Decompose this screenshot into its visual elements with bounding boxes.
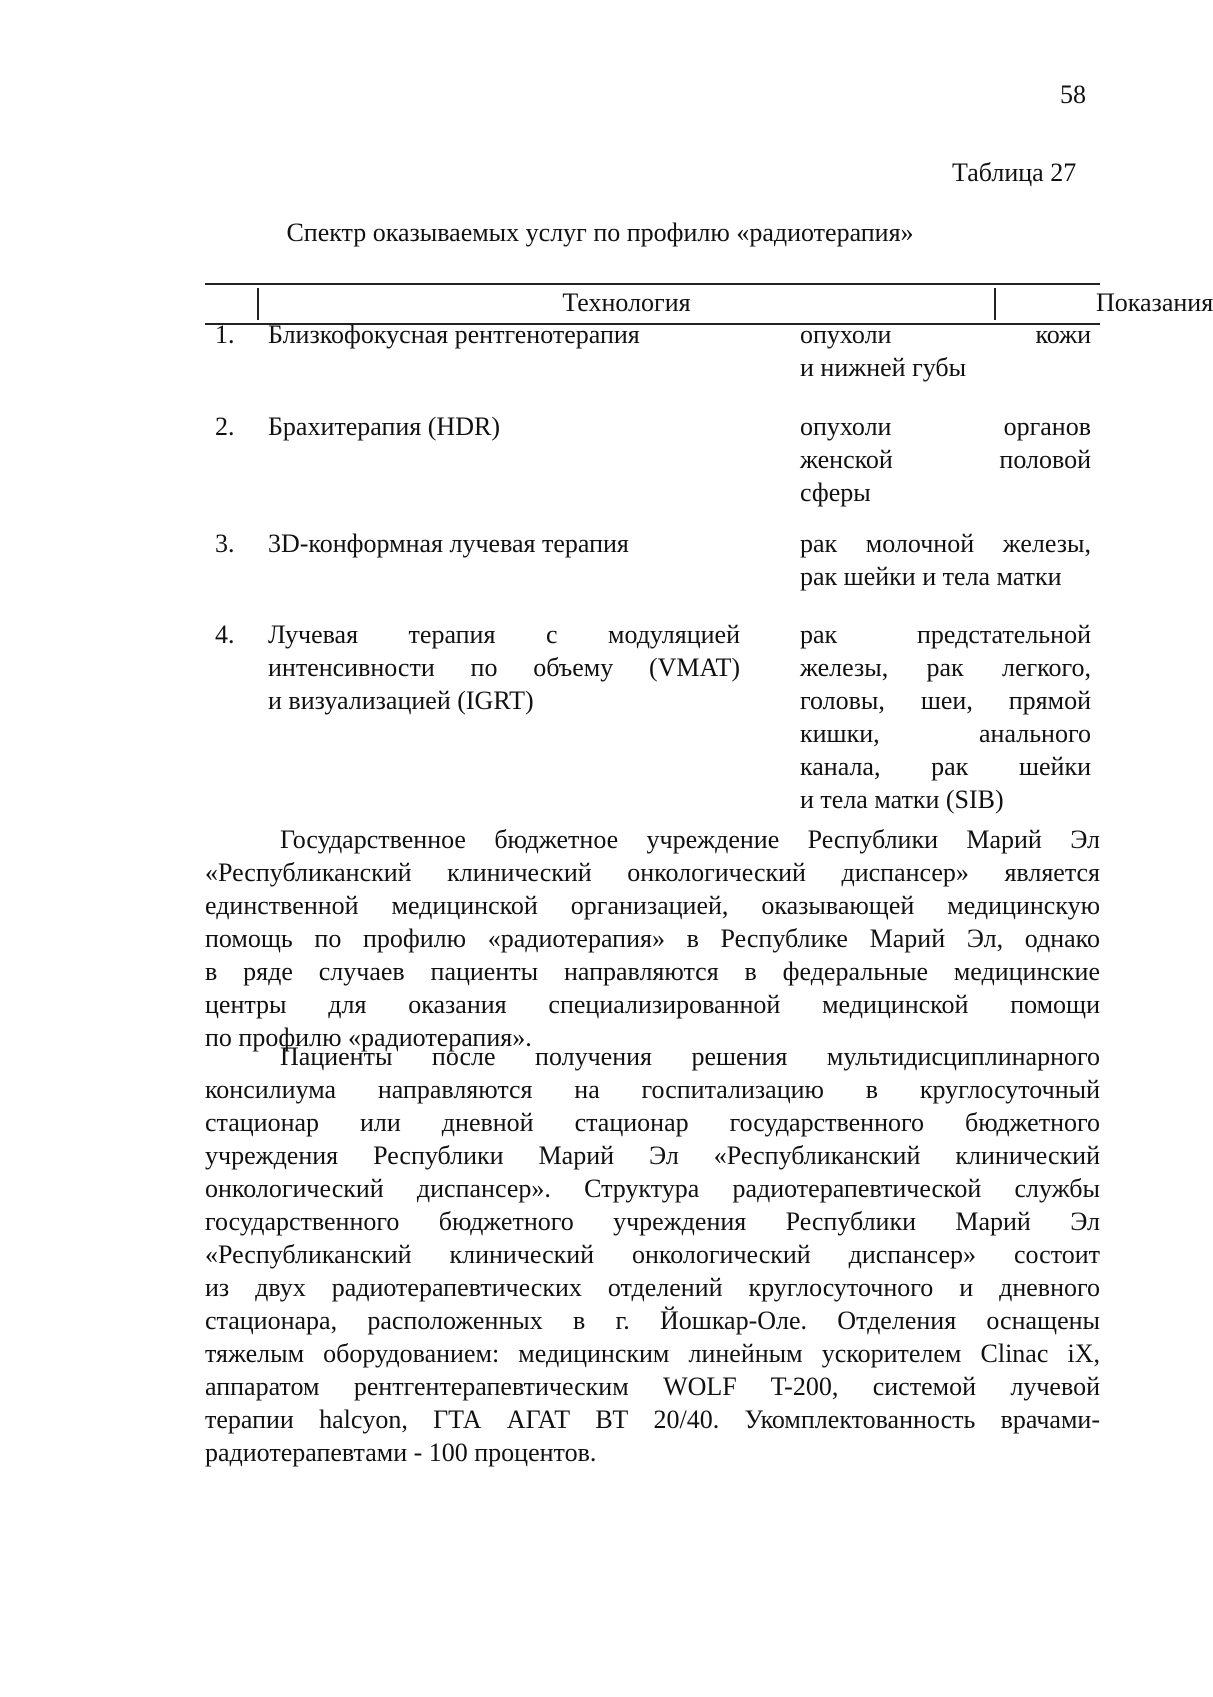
table-label: Таблица 27 xyxy=(952,158,1077,187)
paragraph xyxy=(205,823,1100,1054)
indication-line: железы, рак легкого, xyxy=(800,653,1091,682)
paragraph-line: консилиума направляются на госпитализацию в круглосуточный xyxy=(205,1075,1100,1104)
row-indications xyxy=(800,618,1091,816)
paragraph-line: онкологический диспансер». Структура радиотерапевтической службы xyxy=(205,1174,1100,1203)
row-indications xyxy=(800,410,1091,509)
row-number: 4. xyxy=(215,620,235,649)
indication-line: головы, шеи, прямой xyxy=(800,686,1091,715)
page-number: 58 xyxy=(1060,80,1086,109)
technology-line: Лучевая терапия с модуляцией xyxy=(268,620,740,649)
row-technology xyxy=(268,618,740,717)
paragraph-line: стационар или дневной стационар государственного бюджетного xyxy=(205,1108,1100,1137)
technology-line: Близкофокусная рентгенотерапия xyxy=(268,320,640,349)
indication-line: опухоли кожи xyxy=(800,320,1091,349)
row-number: 2. xyxy=(215,412,235,441)
paragraph-line: «Республиканский клинический онкологический диспансер» состоит xyxy=(205,1240,1100,1269)
technology-line: Брахитерапия (HDR) xyxy=(268,412,500,441)
paragraph-line: единственной медицинской организацией, оказывающей медицинскую xyxy=(205,891,1100,920)
paragraph xyxy=(205,1040,1100,1469)
paragraph-line: в ряде случаев пациенты направляются в федеральные медицинские xyxy=(205,957,1100,986)
paragraph-line: государственного бюджетного учреждения Республики Марий Эл xyxy=(205,1207,1100,1236)
indication-line: кишки, анального xyxy=(800,719,1091,748)
indication-line: рак шейки и тела матки xyxy=(800,562,1062,591)
indication-line: рак предстательной xyxy=(800,620,1091,649)
technology-line: интенсивности по объему (VMAT) xyxy=(268,653,740,682)
paragraph-line: терапии halcyon, ГТА АГАТ ВТ 20/40. Укомплектованность врачами- xyxy=(205,1405,1100,1434)
row-indications xyxy=(800,318,1091,384)
indication-line: женской половой xyxy=(800,445,1091,474)
paragraph-line: «Республиканский клинический онкологический диспансер» является xyxy=(205,858,1100,887)
row-number: 3. xyxy=(215,529,235,558)
paragraph-line: из двух радиотерапевтических отделений круглосуточного и дневного xyxy=(205,1273,1100,1302)
header-indications xyxy=(996,288,1213,320)
technology-line: и визуализацией (IGRT) xyxy=(268,686,534,715)
paragraph-line: аппаратом рентгентерапевтическим WOLF T-200, системой лучевой xyxy=(205,1372,1100,1401)
technology-line: 3D-конформная лучевая терапия xyxy=(268,529,629,558)
table-title: Спектр оказываемых услуг по профилю «радиотерапия» xyxy=(286,218,914,247)
row-indications xyxy=(800,527,1091,593)
indication-line: сферы xyxy=(800,478,871,507)
indication-line: опухоли органов xyxy=(800,412,1091,441)
indication-line: канала, рак шейки xyxy=(800,752,1091,781)
header-indications-label: Показания xyxy=(1096,288,1213,317)
paragraph-line: стационара, расположенных в г. Йошкар-Оле. Отделения оснащены xyxy=(205,1306,1100,1335)
indication-line: рак молочной железы, xyxy=(800,529,1091,558)
paragraph-line: помощь по профилю «радиотерапия» в Республике Марий Эл, однако xyxy=(205,924,1100,953)
paragraph-line: Государственное бюджетное учреждение Республики Марий Эл xyxy=(280,825,1100,854)
paragraph-line: учреждения Республики Марий Эл «Республиканский клинический xyxy=(205,1141,1100,1170)
paragraph-line: по профилю «радиотерапия». xyxy=(205,1023,532,1052)
indication-line: и тела матки (SIB) xyxy=(800,785,1004,814)
paragraph-line: радиотерапевтами - 100 процентов. xyxy=(205,1438,597,1467)
paragraph-line: центры для оказания специализированной медицинской помощи xyxy=(205,990,1100,1019)
header-technology: Технология xyxy=(259,288,996,320)
paragraph-line: тяжелым оборудованием: медицинским линейным ускорителем Clinac iX, xyxy=(205,1339,1100,1368)
row-number: 1. xyxy=(215,320,235,349)
indication-line: и нижней губы xyxy=(800,353,967,382)
header-number-column xyxy=(205,288,259,320)
paragraph-line: Пациенты после получения решения мультидисциплинарного xyxy=(280,1042,1100,1071)
